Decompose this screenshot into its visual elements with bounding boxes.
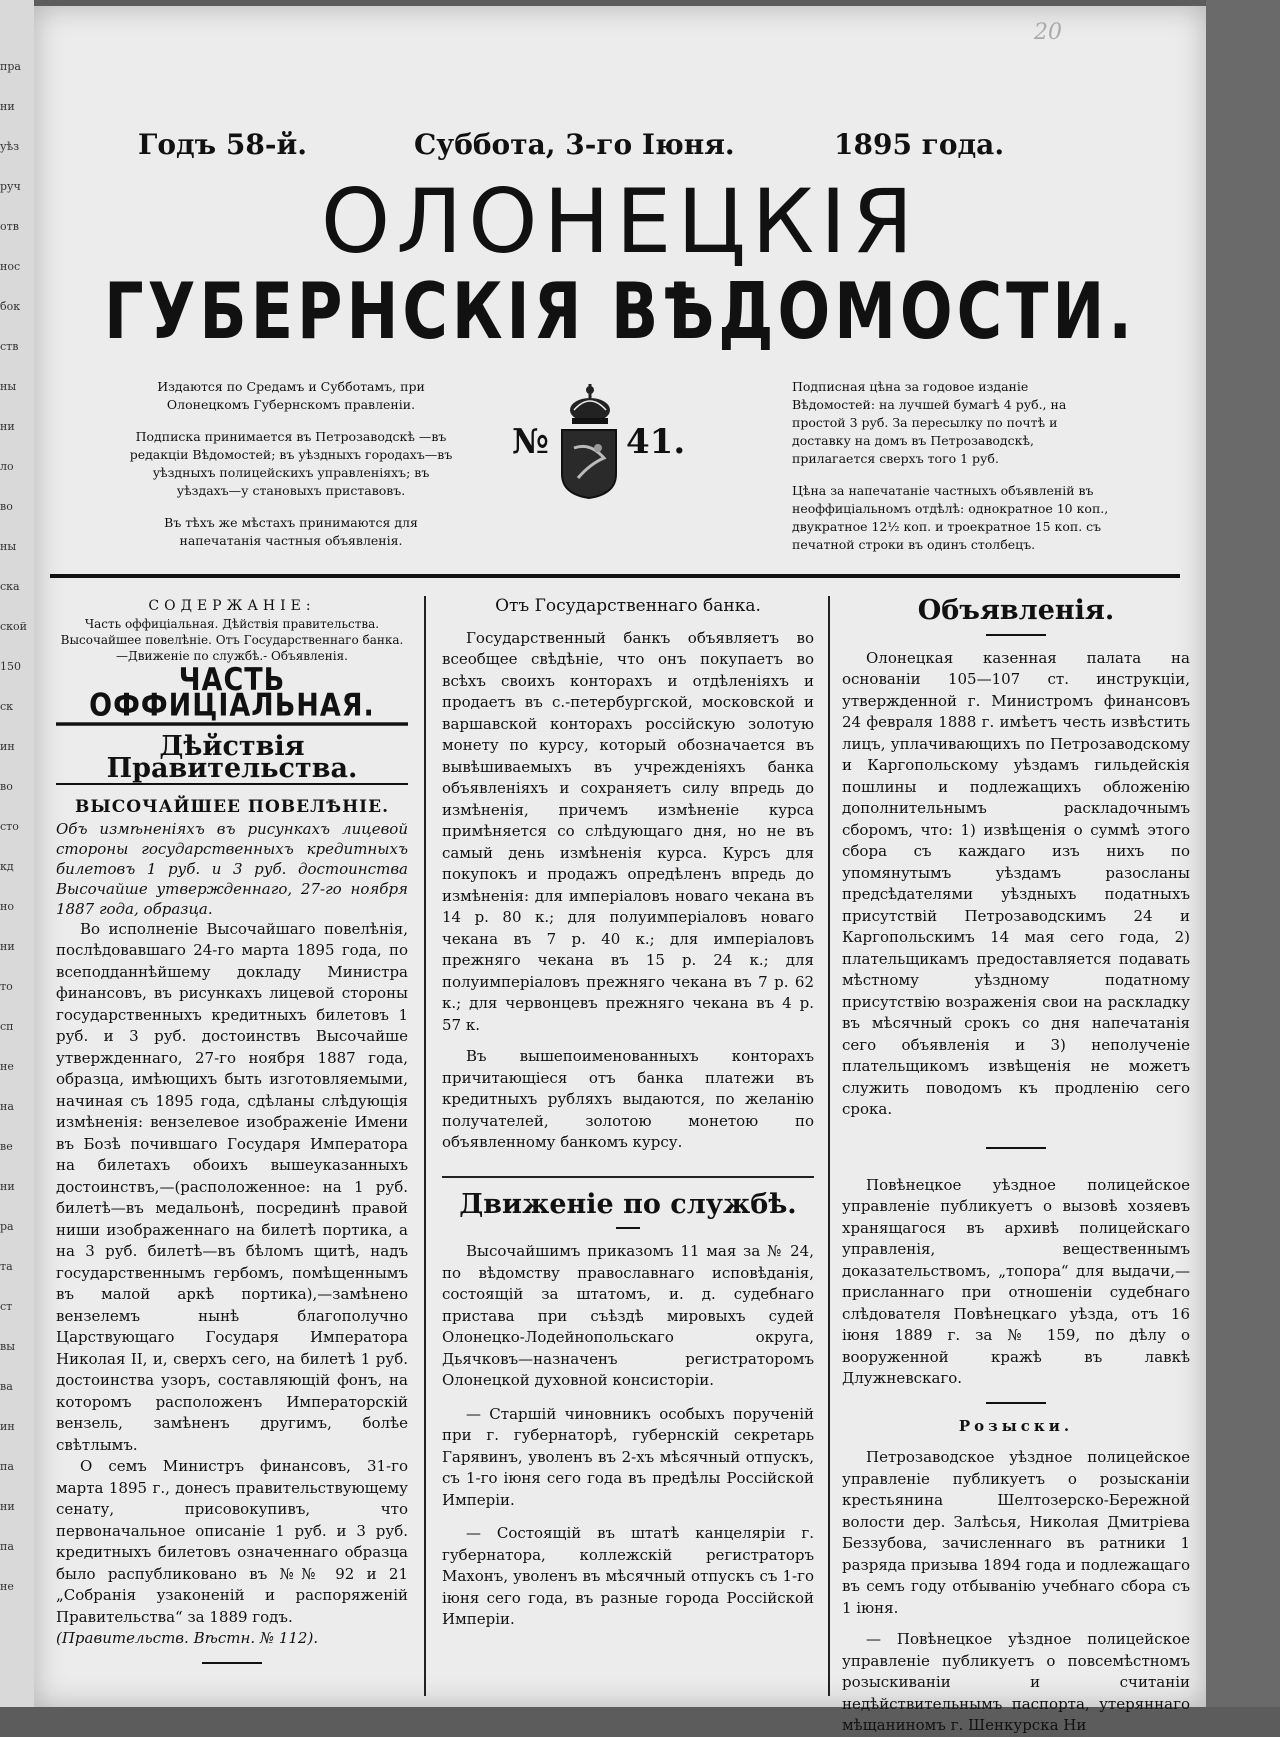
masthead-rule bbox=[50, 574, 1180, 578]
decree-subtitle: Объ измѣненіяхъ въ рисункахъ лицевой стороны государственныхъ кредитныхъ билетовъ 1 руб. и 3 руб. достоинства Высочайше утвержденнаго, 27-го ноября 1887 года, образца. bbox=[56, 819, 408, 918]
margin-fragment: ни bbox=[0, 940, 15, 953]
service-paragraph-1: Высочайшимъ приказомъ 11 мая за № 24, по вѣдомству православнаго исповѣданія, состоящій за штатомъ, и. д. судебнаго пристава при съѣздѣ мировыхъ судей Олонецко-Лодейнопольскаго округа, Дьячковъ—назначенъ регистраторомъ Олонецкой духовной консисторіи. bbox=[442, 1242, 814, 1389]
decree-paragraph-1: Во исполненіе Высочайшаго повелѣнія, послѣдовавшаго 24-го марта 1895 года, по всеподданнѣйшему докладу Министра финансовъ, въ рисункахъ лицевой стороны государственныхъ кредитныхъ билетовъ 1 руб. и 3 руб. достоинствъ Высочайше утвержденнаго, 27-го ноября 1887 года, образца, имѣющихъ быть изготовляемыми, начиная съ 1895 года, сдѣланы слѣдующія измѣненія: вензелевое изображеніе Имени въ Бозѣ почившаго Государя Императора на билетахъ обоихъ вышеуказанныхъ достоинствъ,—(расположенное: на 1 руб. билетѣ—въ медальонѣ, посрединѣ правой ниши изображеннаго на билетѣ портика, а на 3 руб. билетѣ—въ бѣломъ щитѣ, надъ государственнымъ гербомъ, помѣщеннымъ въ малой аркѣ портика),—замѣнено вензелемъ нынѣ благополучно Царствующаго Государя Императора Николая II, и, сверхъ сего, на билетѣ 1 руб. достоинства узоръ, составляющій фонъ, на которомъ расположенъ Императорскій вензель, замѣненъ другимъ, болѣе свѣтлымъ. bbox=[56, 919, 408, 1454]
margin-fragment: ны bbox=[0, 380, 17, 393]
toc-heading: СОДЕРЖАНІЕ: bbox=[148, 598, 316, 614]
part-title: ЧАСТЬ ОФФИЦІАЛЬНАЯ. bbox=[56, 668, 408, 726]
search-notice-2: — Повѣнецкое уѣздное полицейское управленіе публикуетъ о повсемѣстномъ розыскиваніи и считаніи недѣйствительнымъ паспорта, утеряннаго мѣщаниномъ г. Шенкурска Ни bbox=[842, 1630, 1190, 1734]
publication-info-right bbox=[792, 378, 1110, 568]
margin-fragment: во bbox=[0, 500, 13, 513]
issue-number: 41. bbox=[626, 422, 686, 462]
margin-fragment: кд bbox=[0, 860, 14, 873]
margin-fragment: ств bbox=[0, 340, 19, 353]
issue-number-sign: № bbox=[512, 422, 549, 462]
margin-fragment: ст bbox=[0, 1300, 13, 1313]
column-bank-service bbox=[442, 596, 814, 1631]
margin-fragment: ск bbox=[0, 700, 14, 713]
subsection-title: ВЫСОЧАЙШЕЕ ПОВЕЛѢНІЕ. bbox=[74, 797, 390, 817]
decree-paragraph-2: О семъ Министръ финансовъ, 31-го марта 1895 г., донесъ правительствующему сенату, присовокупивъ, что первоначальное описаніе 1 руб. и 3 руб. кредитныхъ билетовъ означеннаго образца было распубликовано въ №№ 92 и 21 „Собранія узаконеній и распоряженій Правительства“ за 1889 годъ. bbox=[56, 1457, 408, 1626]
margin-fragment: та bbox=[0, 1260, 13, 1273]
service-title: Движеніе по службѣ. bbox=[459, 1188, 797, 1220]
margin-fragment: сто bbox=[0, 820, 19, 833]
margin-fragment: ни bbox=[0, 1180, 15, 1193]
margin-fragment: ны bbox=[0, 540, 17, 553]
coat-of-arms-icon bbox=[560, 428, 618, 500]
bank-paragraph-2: Въ вышепоименованныхъ конторахъ причитающіеся отъ банка платежи въ кредитныхъ рубляхъ выдаются, по желанію получателей, золотою монетою по объявленному банкомъ курсу. bbox=[442, 1047, 814, 1151]
margin-fragment: нос bbox=[0, 260, 21, 273]
margin-fragment: па bbox=[0, 1540, 14, 1553]
section-title: Дѣйствія Правительства. bbox=[56, 736, 408, 785]
margin-fragment: ва bbox=[0, 1380, 13, 1393]
year-of-publication: Годъ 58-й. bbox=[138, 128, 307, 161]
margin-fragment: ве bbox=[0, 1140, 13, 1153]
margin-fragment: ра bbox=[0, 1220, 14, 1233]
margin-fragment: не bbox=[0, 1580, 14, 1593]
margin-fragment: во bbox=[0, 780, 13, 793]
margin-fragment: ин bbox=[0, 740, 15, 753]
margin-fragment: то bbox=[0, 980, 13, 993]
margin-fragment: ни bbox=[0, 100, 15, 113]
margin-fragment: не bbox=[0, 1060, 14, 1073]
masthead-line2: ГУБЕРНСКІЯ ВѢДОМОСТИ. bbox=[104, 265, 1136, 357]
margin-fragment: ло bbox=[0, 460, 14, 473]
announcement-2: Повѣнецкое уѣздное полицейское управленіе публикуетъ о вызовѣ хозяевъ хранящагося въ архивѣ полицейскаго управленія, вещественнымъ доказательствомъ, „топора“ для выдачи,—присланнаго при отношеніи судебнаго слѣдователя Повѣнецкаго уѣзда, отъ 16 іюня 1889 г. за № 159, по дѣлу о вооруженной кражѣ въ лавкѣ Длужневскаго. bbox=[842, 1175, 1190, 1387]
service-dash bbox=[616, 1227, 640, 1229]
margin-fragment: 150 bbox=[0, 660, 21, 673]
announcements-rule bbox=[986, 634, 1046, 636]
margin-fragment: руч bbox=[0, 180, 21, 193]
source-citation: (Правительств. Вѣстн. № 112). bbox=[56, 1629, 319, 1647]
crown-icon bbox=[564, 382, 616, 426]
margin-fragment: отв bbox=[0, 220, 19, 233]
column-divider-2 bbox=[828, 596, 830, 1696]
margin-fragment: но bbox=[0, 900, 14, 913]
page-number: 20 bbox=[1034, 20, 1062, 45]
end-rule bbox=[202, 1662, 262, 1664]
masthead-line1: ОЛОНЕЦКІЯ bbox=[320, 170, 920, 273]
adjacent-page-edge bbox=[0, 0, 34, 1707]
column-announcements bbox=[842, 596, 1190, 1737]
newspaper-page bbox=[34, 6, 1206, 1734]
dateline bbox=[134, 128, 1094, 168]
toc-text: Часть оффиціальная. Дѣйствія правительства. Высочайшее повелѣніе. Отъ Государственнаго банка.—Движеніе по службѣ.- Объявленія. bbox=[60, 617, 404, 663]
issue-date: Суббота, 3-го Іюня. bbox=[414, 128, 735, 161]
calendar-year: 1895 года. bbox=[834, 128, 1005, 161]
info-right-1: Подписная цѣна за годовое изданіе Вѣдомостей: на лучшей бумагѣ 4 руб., на простой 3 руб. За пересылку по почтѣ и доставку на домъ въ Петрозаводскѣ, прилагается сверхъ того 1 руб. bbox=[792, 379, 1067, 466]
search-rule bbox=[986, 1402, 1046, 1404]
margin-fragment: пра bbox=[0, 60, 21, 73]
margin-fragment: вы bbox=[0, 1340, 15, 1353]
margin-fragment: ска bbox=[0, 580, 20, 593]
info-left-3: Въ тѣхъ же мѣстахъ принимаются для напечатанія частныя объявленія. bbox=[164, 515, 418, 548]
margin-fragment: ни bbox=[0, 420, 15, 433]
announcements-title: Объявленія. bbox=[917, 595, 1115, 626]
info-right-2: Цѣна за напечатаніе частныхъ объявленій въ неоффиціальномъ отдѣлѣ: однократное 10 коп., двукратное 12½ коп. и троекратное 15 коп. съ печатной строки въ одинъ столбецъ. bbox=[792, 483, 1109, 552]
margin-fragment: сп bbox=[0, 1020, 14, 1033]
service-paragraph-3: — Состоящій въ штатѣ канцеляріи г. губернатора, коллежскій регистраторъ Махонъ, уволенъ въ мѣсячный отпускъ съ 1-го іюня сего года, въ разные города Россійской Имперіи. bbox=[442, 1524, 814, 1628]
publication-info-left bbox=[126, 378, 456, 564]
margin-fragment: бок bbox=[0, 300, 21, 313]
search-notice-1: Петрозаводское уѣздное полицейское управленіе публикуетъ о розысканіи крестьянина Шелтозерско-Бережной волости дер. Залѣсья, Николая Дмитріева Беззубова, зачисленнаго въ ратники 1 разряда призыва 1894 года и подлежащаго въ семъ году отбыванію учебнаго сбора съ 1 іюня. bbox=[842, 1448, 1190, 1617]
margin-fragment: па bbox=[0, 1460, 14, 1473]
info-left-1: Издаются по Средамъ и Субботамъ, при Олонецкомъ Губернскомъ правленіи. bbox=[157, 379, 425, 412]
margin-fragment: уѣз bbox=[0, 140, 20, 153]
margin-fragment: на bbox=[0, 1100, 14, 1113]
margin-fragment: ской bbox=[0, 620, 27, 633]
column-official bbox=[56, 596, 408, 1676]
announcement-separator bbox=[986, 1147, 1046, 1149]
announcement-1: Олонецкая казенная палата на основаніи 105—107 ст. инструкціи, утвержденной г. Министромъ финансовъ 24 февраля 1888 г. имѣетъ честь извѣстить лицъ, уплачивающихъ по Петрозаводскому и Каргопольскому уѣздамъ гильдейскія пошлины и подлежащихъ обложенію дополнительнымъ раскладочнымъ сборомъ, что: 1) извѣщенія о суммѣ этого сбора съ каждаго изъ нихъ по упомянутымъ уѣздамъ разосланы предсѣдателями уѣздныхъ податныхъ присутствій Петрозаводскимъ 24 и Каргопольскимъ 14 мая сего года, 2) плательщикамъ предоставляется подавать мѣстному уѣздному податному присутствію возраженія свои на раскладку въ мѣсячный срокъ со дня напечатанія сего объявленія и 3) неполученіе плательщикомъ извѣщенія не можетъ служить поводомъ къ продленію сего срока. bbox=[842, 648, 1190, 1118]
margin-fragment: ин bbox=[0, 1420, 15, 1433]
margin-fragment: ни bbox=[0, 1500, 15, 1513]
column-divider-1 bbox=[424, 596, 426, 1696]
info-left-2: Подписка принимается въ Петрозаводскѣ —въ редакціи Вѣдомостей; въ уѣздныхъ городахъ—въ уѣздныхъ полицейскихъ управленіяхъ; въ уѣздахъ—у становыхъ приставовъ. bbox=[129, 429, 453, 498]
service-paragraph-2: — Старшій чиновникъ особыхъ порученій при г. губернаторѣ, губернскій секретарь Гарявинъ, уволенъ въ 2-хъ мѣсячный отпускъ, съ 1-го іюня сего года въ предѣлы Россійской Имперіи. bbox=[442, 1404, 814, 1509]
bank-paragraph-1: Государственный банкъ объявляетъ во всеобщее свѣдѣніе, что онъ покупаетъ во всѣхъ своихъ конторахъ и отдѣленіяхъ и продаетъ въ с.-петербургской, московской и варшавской конторахъ россійскую золотую монету по курсу, который обозначается въ вывѣшиваемыхъ въ учрежденіяхъ банка объявленіяхъ и сохраняетъ силу впредь до измѣненія, причемъ измѣненіе курса примѣняется со слѣдующаго дня, но не въ самый день измѣненія курса. Курсъ для покупокъ и продажъ опредѣленъ впредь до измѣненія: для имперiаловъ новаго чекана въ 14 р. 80 к.; для полуимперіаловъ новаго чекана въ 7 р. 40 к.; для имперіаловъ прежняго чекана въ 15 р. 24 к.; для полуимперіаловъ прежняго чекана въ 7 р. 62 к.; для червонцевъ прежняго чекана въ 4 р. 57 к. bbox=[442, 628, 814, 1034]
scan-background-edge bbox=[1206, 0, 1280, 1707]
issue-block bbox=[512, 382, 712, 502]
bank-title: Отъ Государственнаго банка. bbox=[495, 596, 761, 616]
search-title: Розыски. bbox=[958, 1416, 1074, 1435]
